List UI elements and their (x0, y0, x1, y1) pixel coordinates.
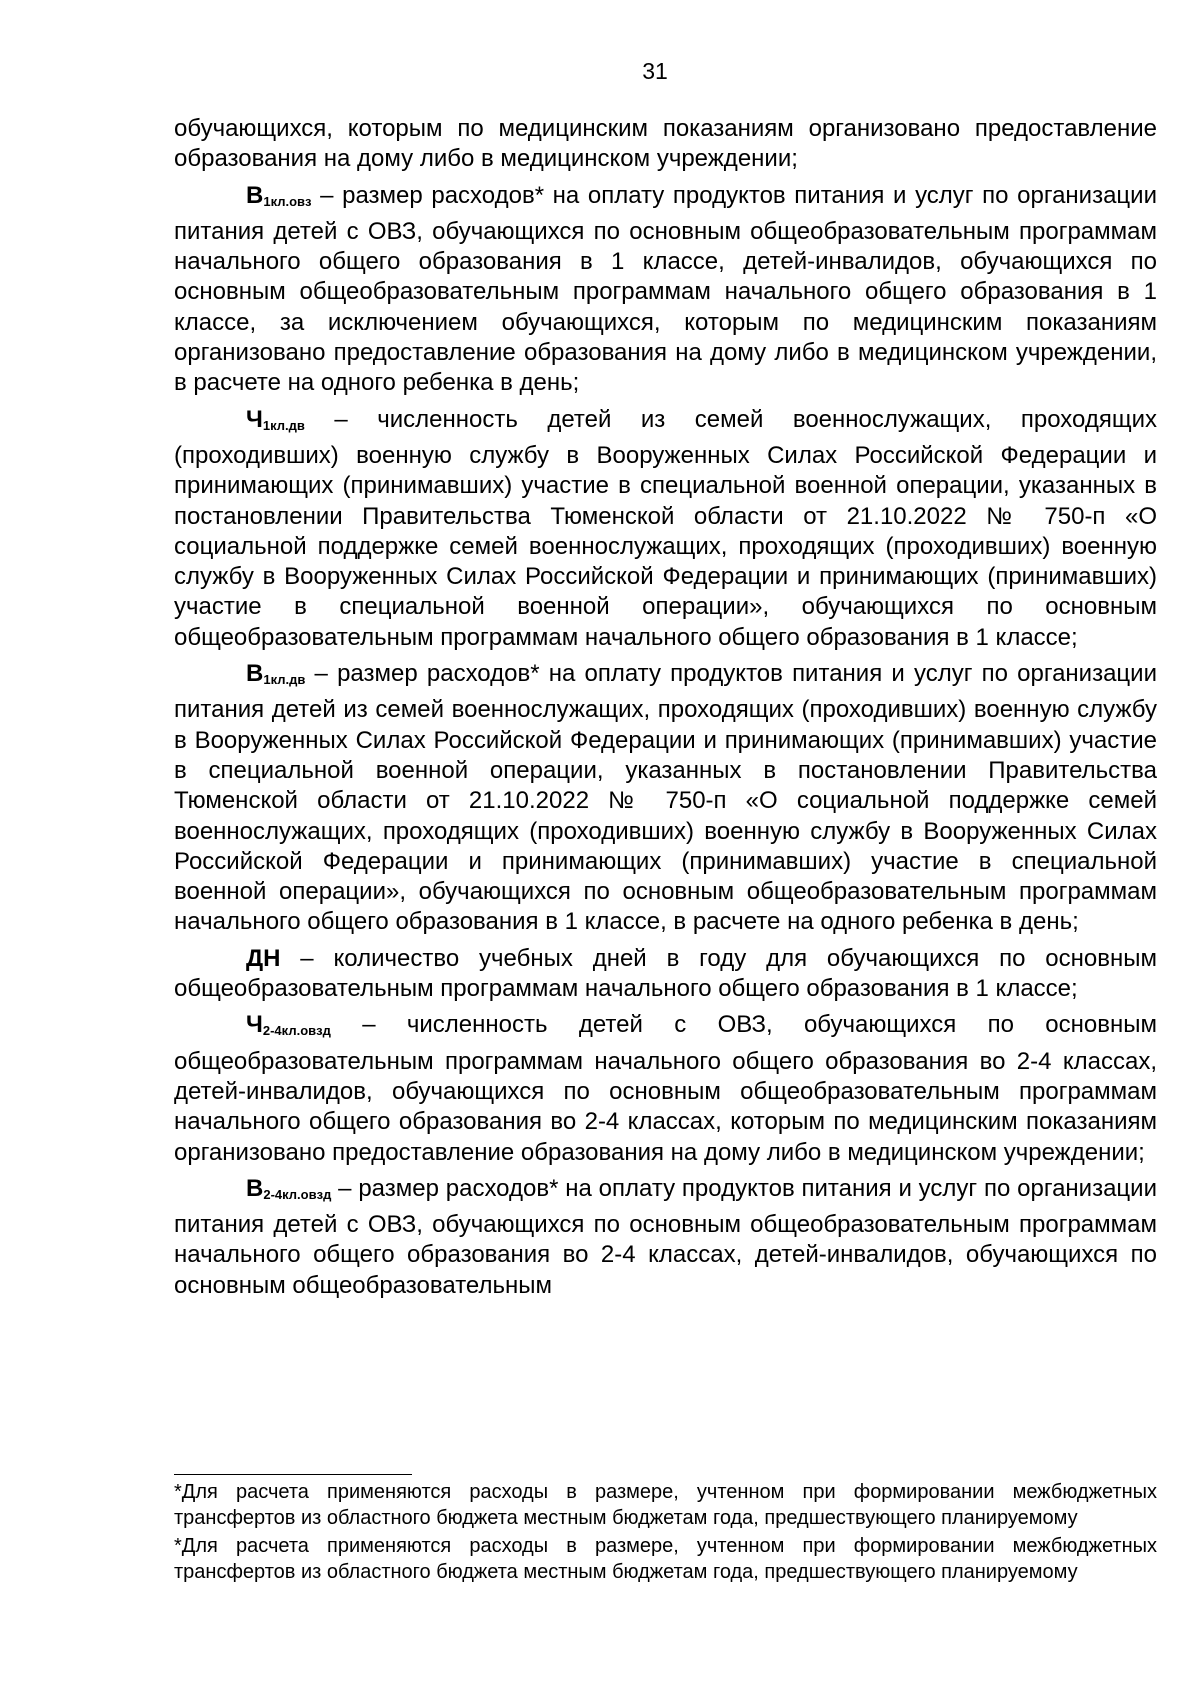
formula-symbol: В (246, 660, 264, 688)
definition-paragraph (174, 181, 1157, 399)
body-text (174, 114, 1157, 1307)
definition-text: – размер расходов* на оплату продуктов питания и услуг по организации питания детей с ОВЗ, обучающихся по основным общеобразовательным программам начального общего образования во 2-4 классах, детей-инвалидов, обучающихся по основным общеобразовательным (174, 1174, 1157, 1299)
formula-subscript: 1кл.дв (262, 417, 305, 433)
definition-paragraph (174, 405, 1157, 653)
paragraph-text: обучающихся, которым по медицинским показаниям организовано предоставление образования на дому либо в медицинском учреждении; (174, 115, 1157, 173)
formula-symbol: В (246, 1174, 264, 1202)
formula-subscript: 1кл.овз (263, 193, 312, 209)
definition-paragraph (174, 944, 1157, 1005)
formula-symbol: В (246, 181, 264, 209)
definition-text: – численность детей с ОВЗ, обучающихся по основным общеобразовательным программам начального общего образования во 2-4 классах, детей-инвалидов, обучающихся по основным общеобразовательным программам начального общего образования во 2-4 классах, которым по медицинским показаниям организовано предоставление образования на дому либо в медицинском учреждении; (174, 1011, 1157, 1166)
formula-subscript: 1кл.дв (263, 672, 306, 688)
definition-text: – размер расходов* на оплату продуктов питания и услуг по организации питания детей с ОВЗ, обучающихся по основным общеобразовательным программам начального общего образования в 1 классе, детей-инвалидов, обучающихся по основным общеобразовательным программам начального общего образования в 1 классе, за исключением обучающихся, которым по медицинским показаниям организовано предоставление образования на дому либо в медицинском учреждении, в расчете на одного ребенка в день; (174, 181, 1157, 397)
paragraph-continuation (174, 114, 1157, 175)
definition-paragraph (174, 1174, 1157, 1301)
definition-paragraph (174, 659, 1157, 938)
footnotes (174, 1479, 1157, 1587)
footnote: *Для расчета применяются расходы в размере, учтенном при формировании межбюджетных трансфертов из областного бюджета местным бюджетам года, предшествующего планируемому (174, 1535, 1157, 1583)
definition-text: – количество учебных дней в году для обучающихся по основным общеобразовательным программам начального общего образования в 1 классе; (174, 944, 1157, 1003)
formula-subscript: 2-4кл.овзд (263, 1186, 332, 1202)
definition-text: – размер расходов* на оплату продуктов питания и услуг по организации питания детей из семей военнослужащих, проходящих (проходивших) военную службу в Вооруженных Силах Российской Федерации и принимающих (принимавших) участие в специальной военной операции, указанных в постановлении Правительства Тюменской области от 21.10.2022 № 750-п «О социальной поддержке семей военнослужащих, проходящих (проходивших) военную службу в Вооруженных Силах Российской Федерации и принимающих (принимавших) участие в специальной военной операции», обучающихся по основным общеобразовательным программам начального общего образования в 1 классе, в расчете на одного ребенка в день; (174, 660, 1157, 936)
definition-text: – численность детей из семей военнослужащих, проходящих (проходивших) военную службу в Вооруженных Силах Российской Федерации и принимающих (принимавших) участие в специальной военной операции, указанных в постановлении Правительства Тюменской области от 21.10.2022 № 750-п «О социальной поддержке семей военнослужащих, проходящих (проходивших) военную службу в Вооруженных Силах Российской Федерации и принимающих (принимавших) участие в специальной военной операции», обучающихся по основным общеобразовательным программам начального общего образования в 1 классе; (174, 405, 1157, 651)
page-number: 31 (642, 58, 668, 84)
formula-symbol: ДН (246, 944, 281, 972)
footnote-separator (174, 1474, 412, 1475)
formula-symbol: Ч (246, 405, 263, 433)
formula-symbol: Ч (246, 1011, 263, 1039)
footnote: *Для расчета применяются расходы в размере, учтенном при формировании межбюджетных трансфертов из областного бюджета местным бюджетам года, предшествующего планируемому (174, 1481, 1157, 1529)
formula-subscript: 2-4кл.овзд (262, 1023, 331, 1039)
definition-paragraph (174, 1010, 1157, 1167)
